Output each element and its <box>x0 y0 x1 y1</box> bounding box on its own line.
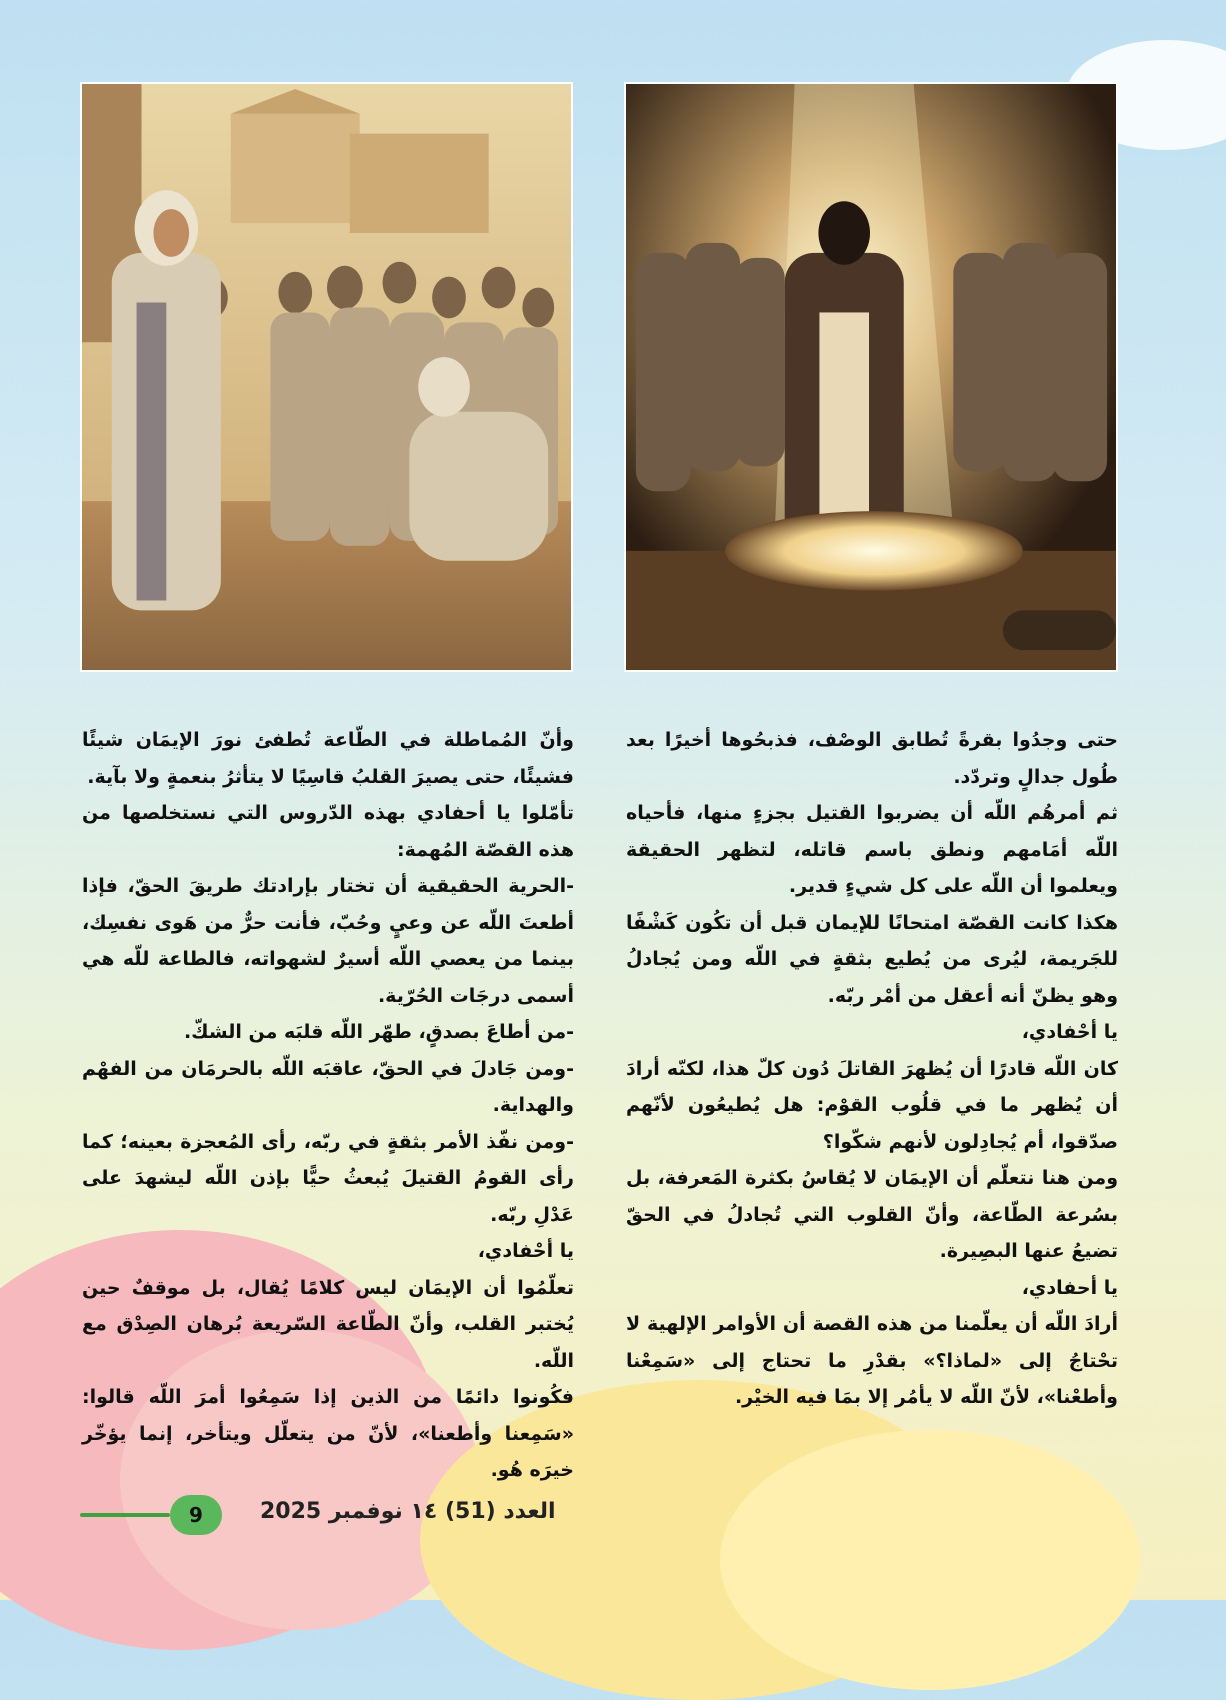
paragraph: وأنّ المُماطلة في الطّاعة تُطفئ نورَ الإيمَان شيئًا فشيئًا، حتى يصيرَ القلبُ قاسِيًا لا يتأثرُ بنعمةٍ ولا بآية. <box>82 729 574 788</box>
footer-divider <box>80 1513 170 1517</box>
paragraph: فكُونوا دائمًا من الذين إذا سَمِعُوا أمرَ اللّه قالوا: «سَمِعنا وأطعنا»، لأنّ من يتعلّل ويتأخر، إنما يؤخّر خيرَه هُو. <box>82 1386 574 1481</box>
article-column-right <box>626 722 1118 1416</box>
paragraph: يا أحْفادي، <box>477 1240 574 1262</box>
article-column-left <box>82 722 574 1489</box>
paragraph: ثم أمرهُم اللّه أن يضربوا القتيل بجزءٍ منها، فأحياه اللّه أمَامهم ونطق باسم قاتله، لتظهر الحقيقة ويعلموا أن اللّه على كل شيءٍ قدير. <box>626 802 1118 897</box>
illustration-miracle-light <box>624 82 1118 672</box>
paragraph: حتى وجدُوا بقرةً تُطابق الوصْف، فذبحُوها أخيرًا بعد طُول جدالٍ وتردّد. <box>626 729 1118 788</box>
paragraph: يا أحفادي، <box>1021 1276 1118 1299</box>
paragraph: -ومن جَادلَ في الحقّ، عاقبَه اللّه بالحرمَان من الفهْم والهداية. <box>82 1057 574 1116</box>
paragraph: ومن هنا نتعلّم أن الإيمَان لا يُقاسُ بكثرة المَعرفة، بل بسُرعة الطّاعة، وأنّ القلوب التي تُجادلُ في الحقّ تضيعُ عنها البصِيرة. <box>626 1167 1118 1262</box>
illustration-crowd-village <box>80 82 573 672</box>
paragraph: تعلّمُوا أن الإيمَان ليس كلامًا يُقال، بل موقفٌ حين يُختبر القلب، وأنّ الطّاعة السّريعة بُرهان الصِدْق مع اللّه. <box>82 1276 574 1372</box>
paragraph: -ومن نفّذ الأمر بثقةٍ في ربّه، رأى المُعجزة بعينه؛ كما رأى القومُ القتيلَ يُبعثُ حيًّا بإذن اللّه ليشهدَ على عَدْلِ ربّه. <box>82 1130 574 1226</box>
paragraph: تأمّلوا يا أحفادي بهذه الدّروس التي نستخلصها من هذه القصّة المُهمة: <box>82 802 574 861</box>
paragraph: -الحرية الحقيقية أن تختار بإرادتك طريقَ الحقّ، فإذا أطعتَ اللّه عن وعيٍ وحُبّ، فأنت حرٌّ من هَوى نفسِك، بينما من يعصي اللّه أسيرٌ لشهواته، فالطاعة للّه هي أسمى درجَات الحُرّية. <box>82 875 574 1007</box>
page-footer <box>80 1495 556 1535</box>
page-number-badge: 9 <box>170 1495 222 1535</box>
paragraph: أرادَ اللّه أن يعلّمنا من هذه القصة أن الأوامر الإلهية لا تحْتاجُ إلى «لماذا؟» بقدْرِ ما تحتاج إلى «سَمِعْنا وأطعْنا»، لأنّ اللّه لا يأمُر إلا بمَا فيه الخيْر. <box>626 1313 1118 1408</box>
paragraph: هكذا كانت القصّة امتحانًا للإيمان قبل أن تكُون كَشْفًا للجَريمة، ليُرى من يُطيع بثقةٍ في اللّه ومن يُجادلُ وهو يظنّ أنه أعقل من أمْر ربّه. <box>626 911 1118 1007</box>
paragraph: كان اللّه قادرًا أن يُظهرَ القاتلَ دُون كلّ هذا، لكنّه أرادَ أن يُظهر ما في قلُوب القوْم: هل يُطيعُون لأنّهم صدّقوا، أم يُجادِلون لأنهم شكّوا؟ <box>626 1057 1118 1153</box>
paragraph: -من أطاعَ بصدقٍ، طهّر اللّه قلبَه من الشكّ. <box>183 1021 574 1043</box>
background-cloud <box>720 1430 1140 1690</box>
paragraph: يا أحْفادي، <box>1021 1021 1118 1043</box>
issue-info: العدد (51) ١٤ نوفمبر 2025 <box>260 1499 556 1524</box>
